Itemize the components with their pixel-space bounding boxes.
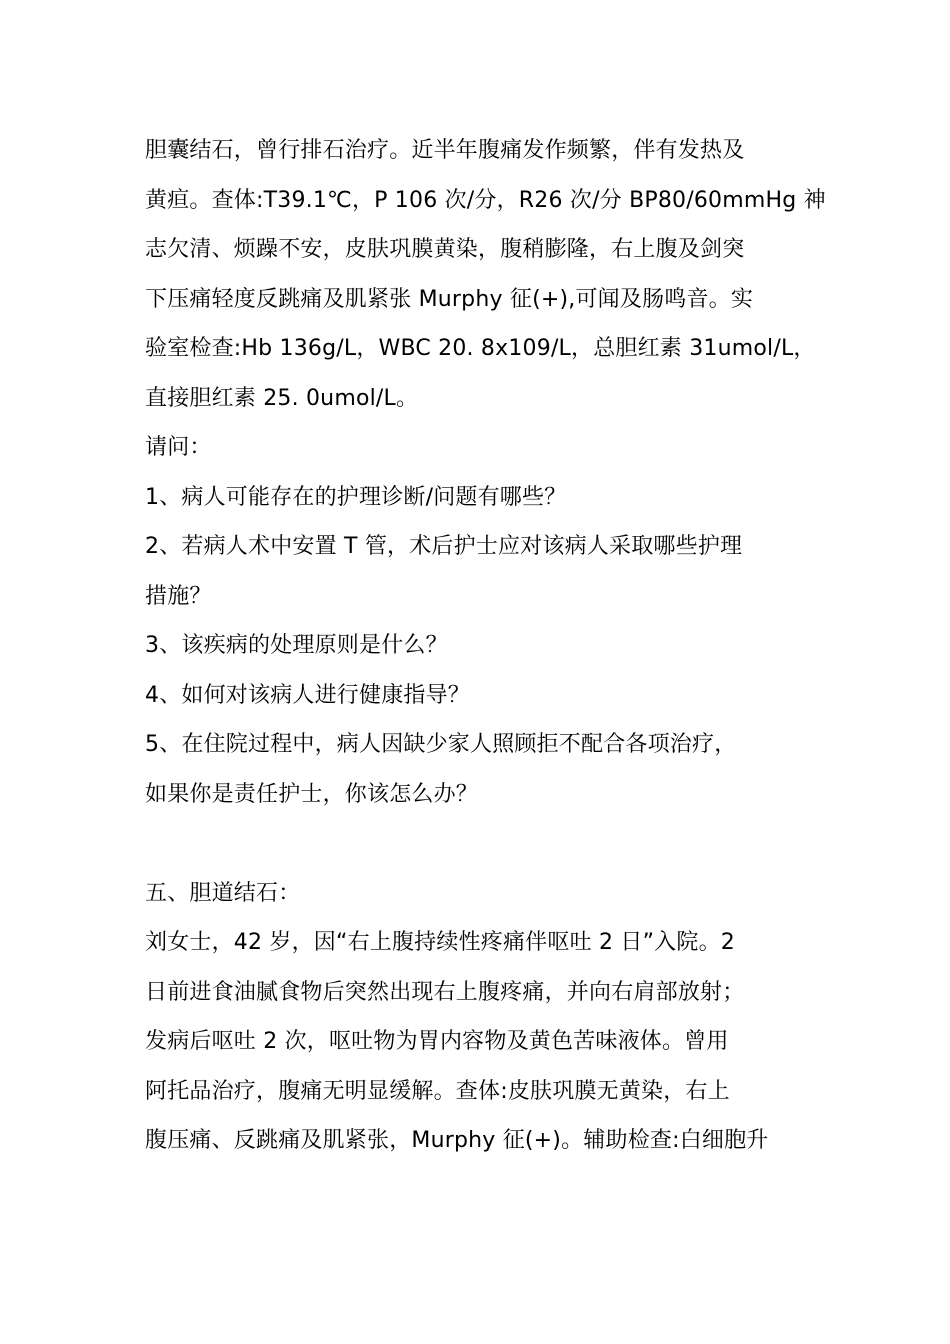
question-item: 4、如何对该病人进行健康指导？	[145, 682, 470, 708]
document-body	[145, 126, 826, 1166]
question-item: 5、在住院过程中，病人因缺少家人照顾拒不配合各项治疗，	[145, 732, 737, 757]
question-item: 措施？	[145, 583, 212, 609]
text-line: 验室检查:Hb 136g/L，WBC 20. 8x109/L，总胆红素 31umol/L，	[145, 336, 816, 361]
text-line: 志欠清、烦躁不安，皮肤巩膜黄染，腹稍膨隆，右上腹及剑突	[145, 237, 745, 262]
text-line: 发病后呕吐 2 次，呕吐物为胃内容物及黄色苦味液体。曾用	[145, 1029, 729, 1054]
text-line: 阿托品治疗，腹痛无明显缓解。查体:皮肤巩膜无黄染，右上	[145, 1078, 730, 1104]
question-item: 1、病人可能存在的护理诊断/问题有哪些？	[145, 484, 567, 510]
section-heading: 五、胆道结石：	[145, 880, 301, 906]
question-item: 2、若病人术中安置 T 管，术后护士应对该病人采取哪些护理	[145, 534, 743, 559]
text-line: 黄疸。查体:T39.1℃，P 106 次/分，R26 次/分 BP80/60mmHg 神	[145, 187, 826, 213]
text-line: 下压痛轻度反跳痛及肌紧张 Murphy 征(+),可闻及肠鸣音。实	[145, 286, 754, 312]
question-heading: 请问：	[145, 435, 212, 460]
question-item: 3、该疾病的处理原则是什么？	[145, 633, 448, 658]
text-line: 胆囊结石，曾行排石治疗。近半年腹痛发作频繁，伴有发热及	[145, 138, 745, 163]
question-item: 如果你是责任护士，你该怎么办？	[145, 781, 479, 807]
text-line: 直接胆红素 25. 0umol/L。	[145, 385, 419, 411]
blank-line	[145, 819, 817, 869]
text-line: 腹压痛、反跳痛及肌紧张，Murphy 征(+)。辅助检查:白细胞升	[145, 1128, 769, 1153]
text-line: 日前进食油腻食物后突然出现右上腹疼痛，并向右肩部放射；	[145, 979, 745, 1005]
text-line: 刘女士，42 岁，因“右上腹持续性疼痛伴呕吐 2 日”入院。2	[145, 930, 735, 955]
